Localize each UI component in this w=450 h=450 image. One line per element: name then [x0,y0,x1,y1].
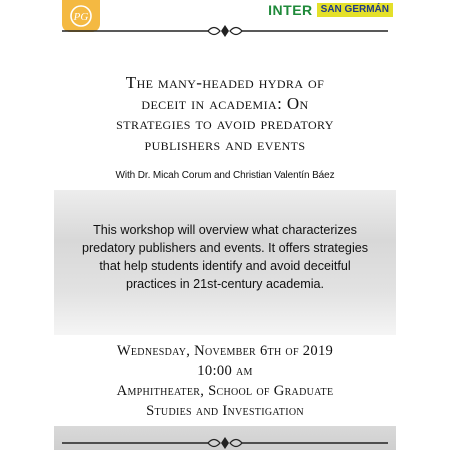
description-line-3: that help students identify and avoid deceitful [99,259,351,273]
title-line-3: strategies to avoid predatory [116,114,334,133]
event-date: Wednesday, November 6th of 2019 [116,343,334,359]
description-line-1: This workshop will overview what characterizes [93,223,357,237]
event-details [54,341,396,421]
event-venue-line-1: Amphitheater, School of Graduate [116,383,334,399]
presenters-byline: With Dr. Micah Corum and Christian Valentín Báez [115,170,335,181]
workshop-title [66,73,384,155]
san-german-logo-text: SAN GERMÁN [317,3,393,17]
description-line-2: predatory publishers and events. It offers strategies [81,241,369,255]
workshop-flyer [54,0,396,450]
title-line-1: The many-headed hydra of [125,73,325,92]
event-venue-line-2: Studies and Investigation [146,403,304,419]
description-line-4: practices in 21st-century academia. [125,277,325,291]
workshop-description [78,221,372,293]
inter-logo-text: INTER [268,2,313,18]
event-time: 10:00 am [197,363,253,379]
title-line-2: deceit in academia: On [141,93,309,113]
title-line-4: publishers and events [144,134,306,154]
inter-san-german-logo [268,2,393,18]
top-ornament-divider [62,24,388,38]
bottom-ornament-divider [62,436,388,450]
graduate-school-logo-text: PG [73,11,89,23]
